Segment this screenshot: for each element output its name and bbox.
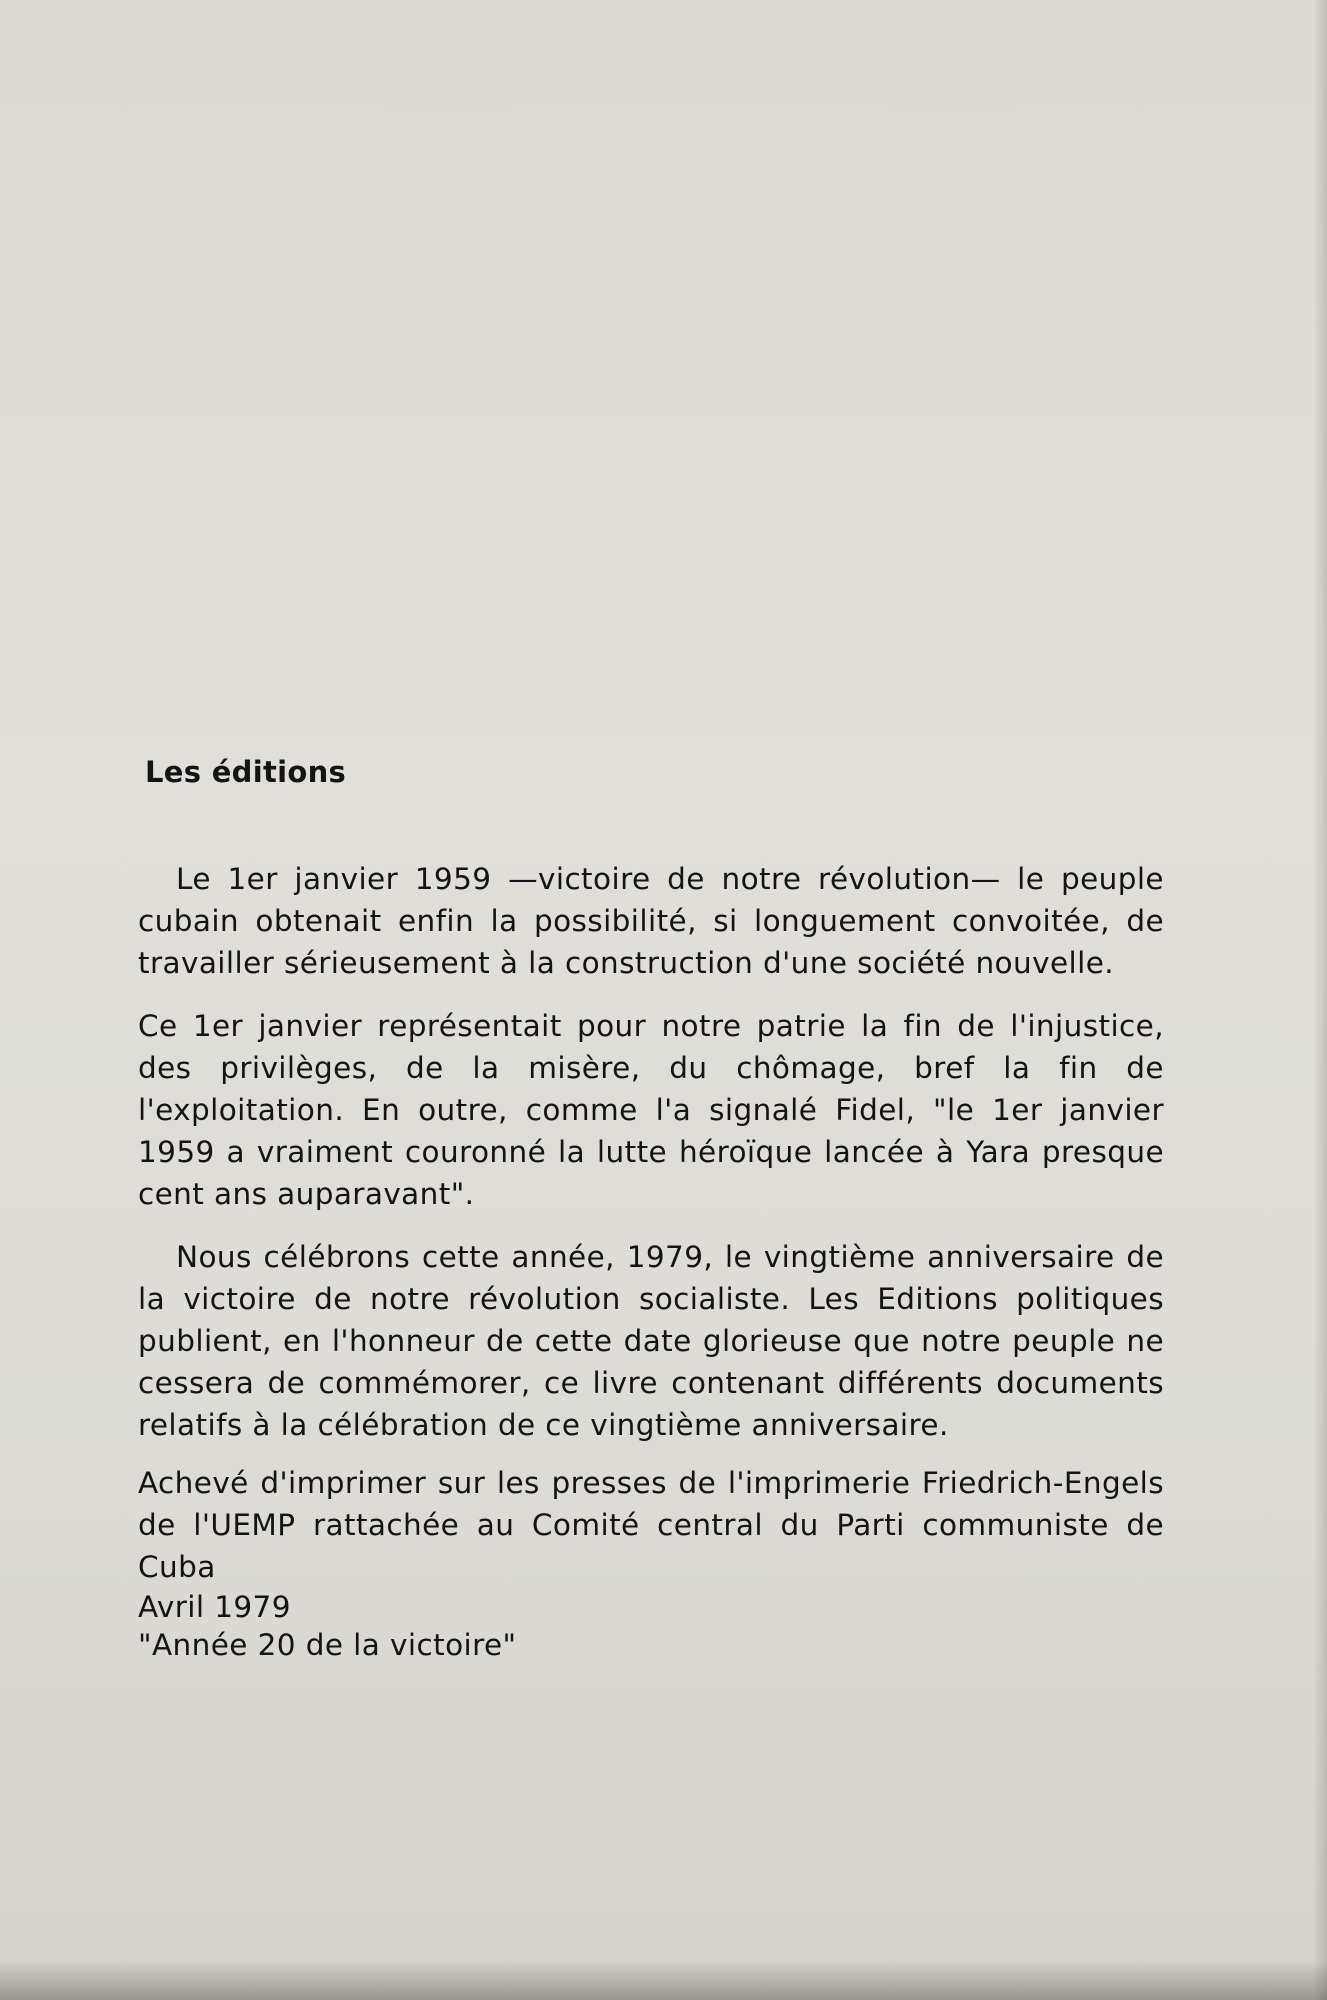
body-text (138, 858, 1164, 1664)
page-bottom-shadow (0, 1960, 1327, 2000)
paragraph-1: Le 1er janvier 1959 —victoire de notre révolution— le peuple cubain obtenait enfin la possibilité, si longuement convoitée, de travailler sérieusement à la construction d'une société nouvelle. (138, 862, 1164, 980)
colophon-printer-note: Achevé d'imprimer sur les presses de l'imprimerie Friedrich-Engels de l'UEMP rattachée au Comité central du Parti communiste de Cuba (138, 1466, 1164, 1584)
colophon-motto: "Année 20 de la victoire" (138, 1628, 517, 1662)
colophon (138, 1462, 1164, 1664)
colophon-date: Avril 1979 (138, 1590, 291, 1624)
section-heading: Les éditions (145, 755, 347, 789)
paragraph-3: Nous célébrons cette année, 1979, le vingtième anniversaire de la victoire de notre révolution socialiste. Les Editions politiques publient, en l'honneur de cette date glorieuse que notre peuple ne cessera de commémorer, ce livre contenant différents documents relatifs à la célébration de ce vingtième anniversaire. (138, 1240, 1164, 1442)
paragraph-2: Ce 1er janvier représentait pour notre patrie la fin de l'injustice, des privilèges, de la misère, du chômage, bref la fin de l'exploitation. En outre, comme l'a signalé Fidel, "le 1er janvier 1959 a vraiment couronné la lutte héroïque lancée à Yara presque cent ans auparavant". (138, 1009, 1164, 1211)
page-edge-shadow (1313, 0, 1327, 2000)
